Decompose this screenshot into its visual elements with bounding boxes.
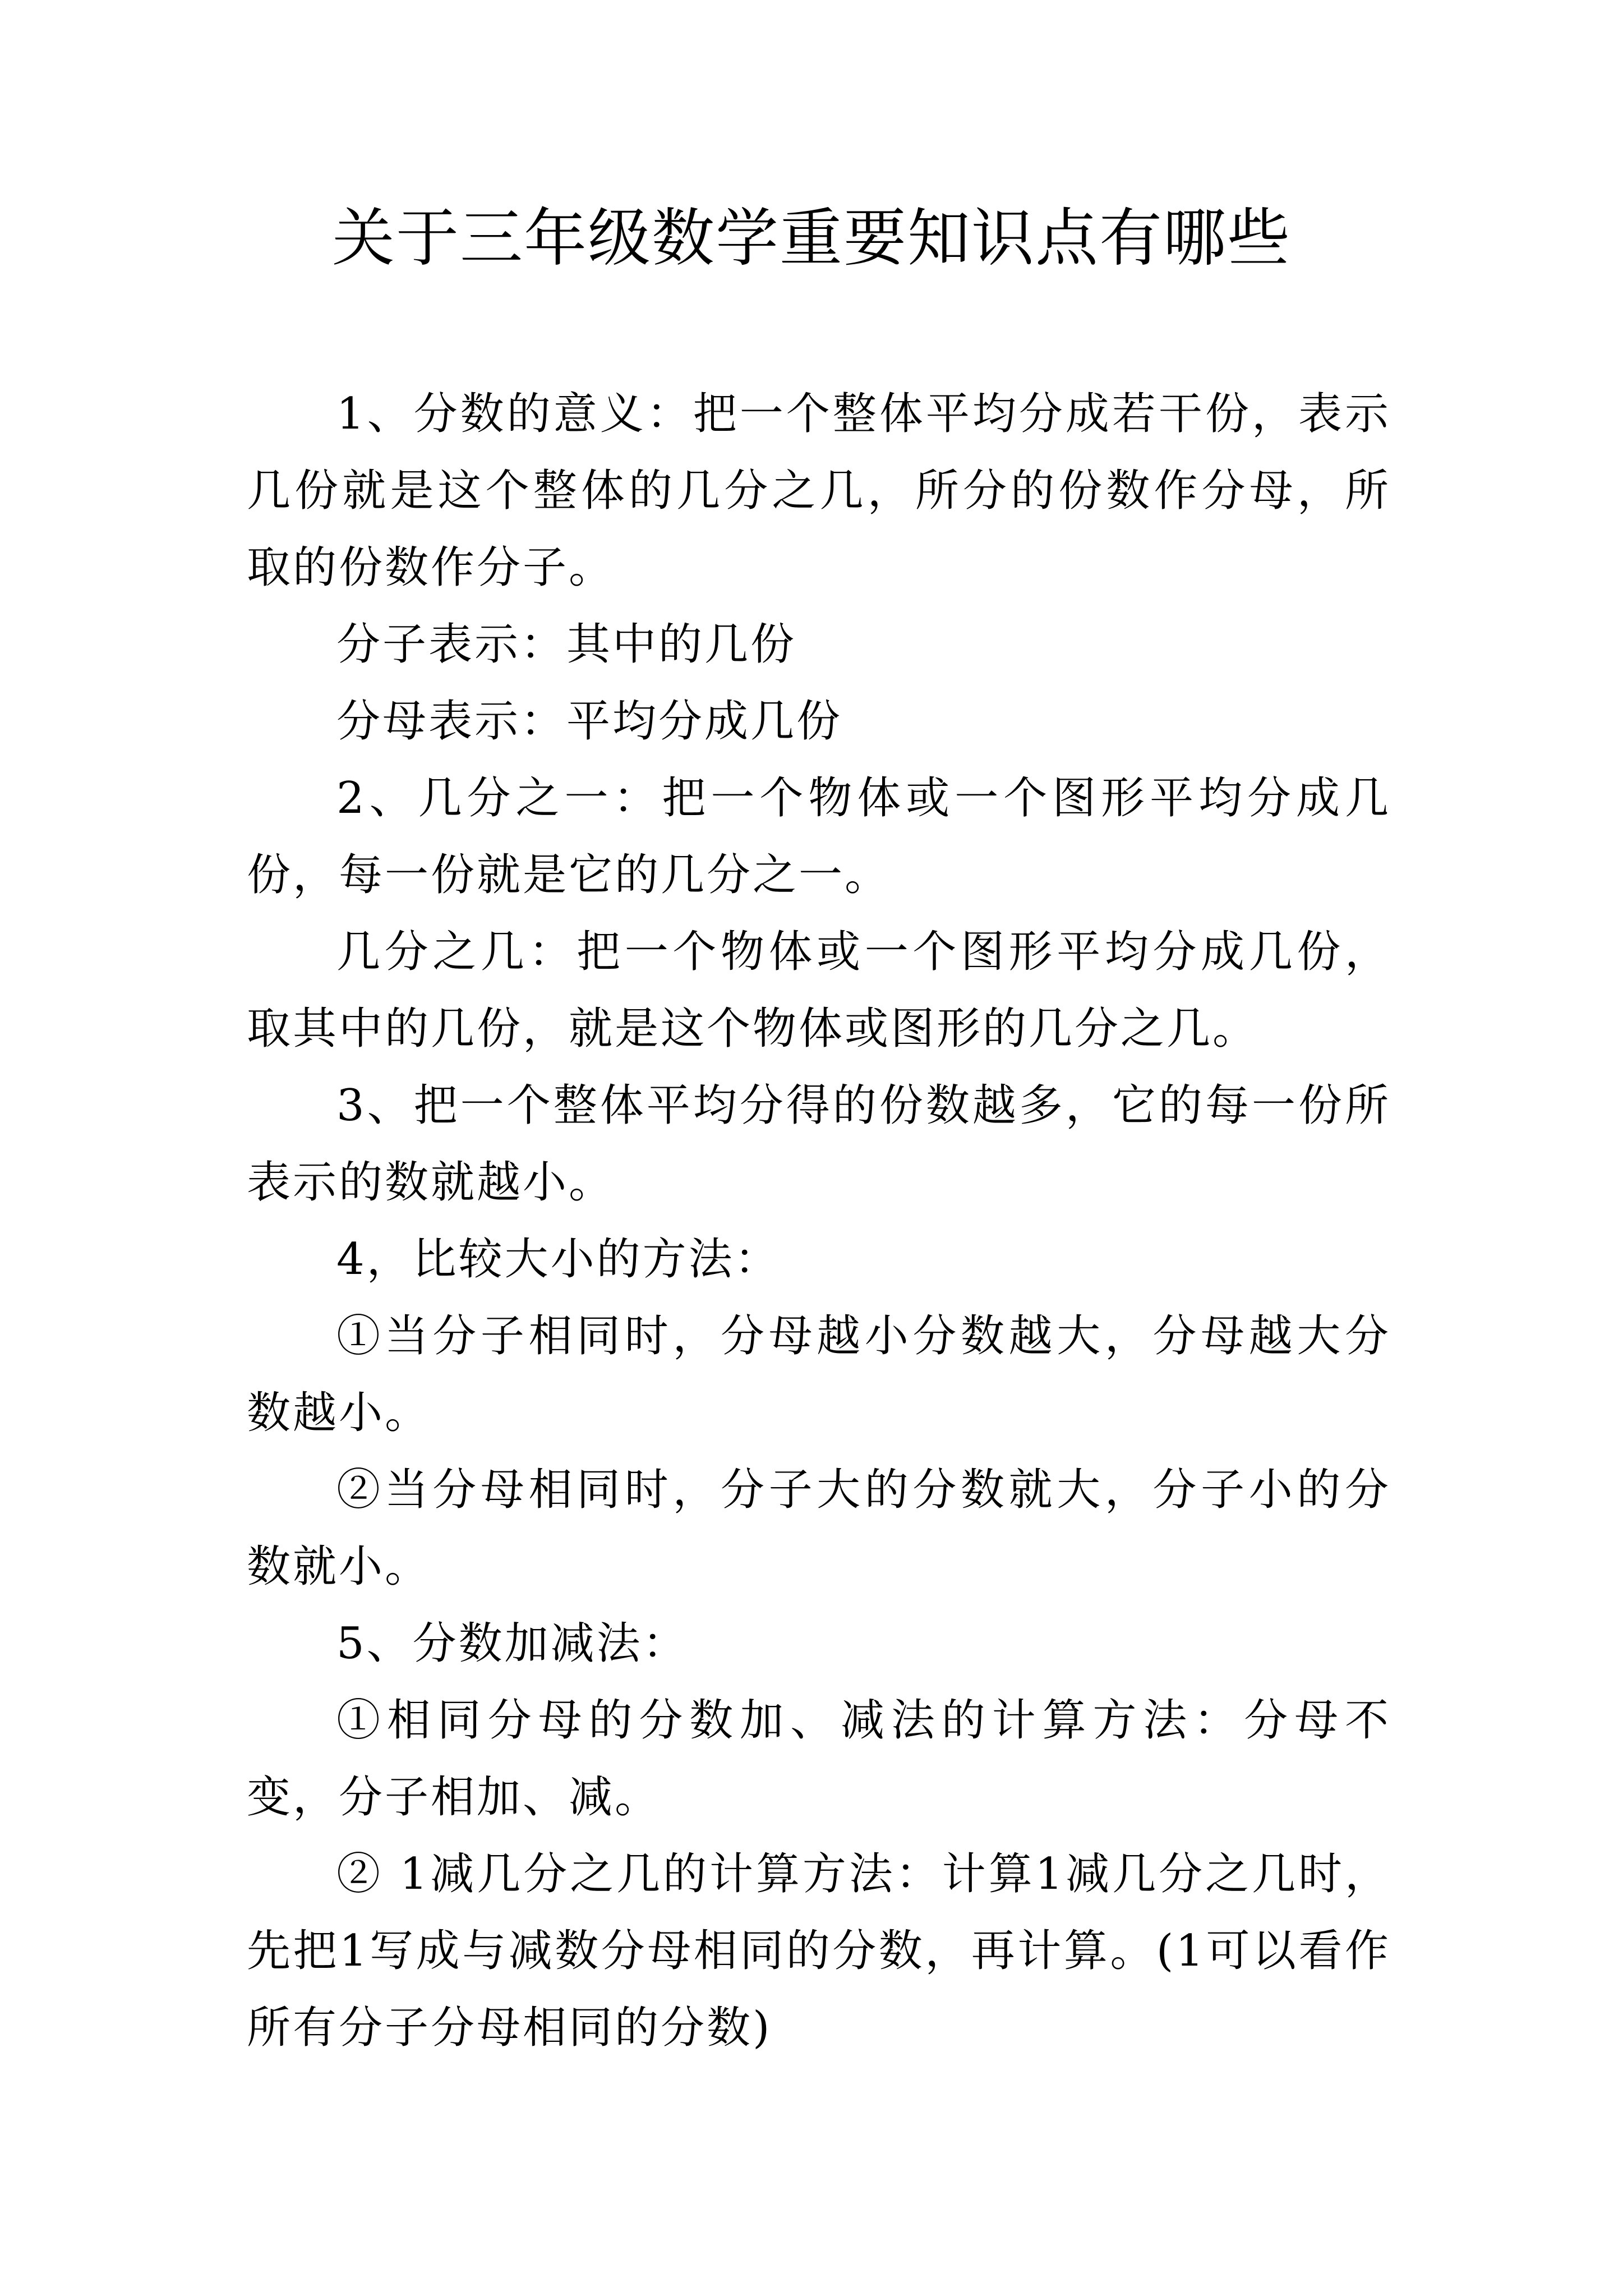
paragraph: 3、把一个整体平均分得的份数越多，它的每一份所表示的数就越小。 <box>247 1080 1391 1208</box>
paragraph: ①当分子相同时，分母越小分数越大，分母越大分数越小。 <box>247 1311 1391 1438</box>
paragraph: 分子表示：其中的几份 <box>336 619 797 670</box>
document-title: 关于三年级数学重要知识点有哪些 <box>332 202 1291 275</box>
paragraph: 5、分数加减法： <box>336 1618 689 1669</box>
paragraph: ②当分母相同时，分子大的分数就大，分子小的分数就小。 <box>247 1465 1391 1592</box>
paragraph: 2、几分之一：把一个物体或一个图形平均分成几份，每一份就是它的几分之一。 <box>247 773 1391 900</box>
paragraph: ② 1减几分之几的计算方法：计算1减几分之几时，先把1写成与减数分母相同的分数，再计算。(1可以看作所有分子分母相同的分数) <box>247 1849 1391 2053</box>
document-body <box>247 376 1391 2067</box>
paragraph: ①相同分母的分数加、减法的计算方法：分母不变，分子相加、减。 <box>247 1695 1391 1823</box>
paragraph: 分母表示：平均分成几份 <box>336 696 843 747</box>
paragraph: 几分之几：把一个物体或一个图形平均分成几份，取其中的几份，就是这个物体或图形的几分之几。 <box>247 927 1391 1054</box>
paragraph: 4，比较大小的方法： <box>336 1234 781 1285</box>
paragraph: 1、分数的意义：把一个整体平均分成若干份，表示几份就是这个整体的几分之几，所分的份数作分母，所取的份数作分子。 <box>247 389 1391 593</box>
